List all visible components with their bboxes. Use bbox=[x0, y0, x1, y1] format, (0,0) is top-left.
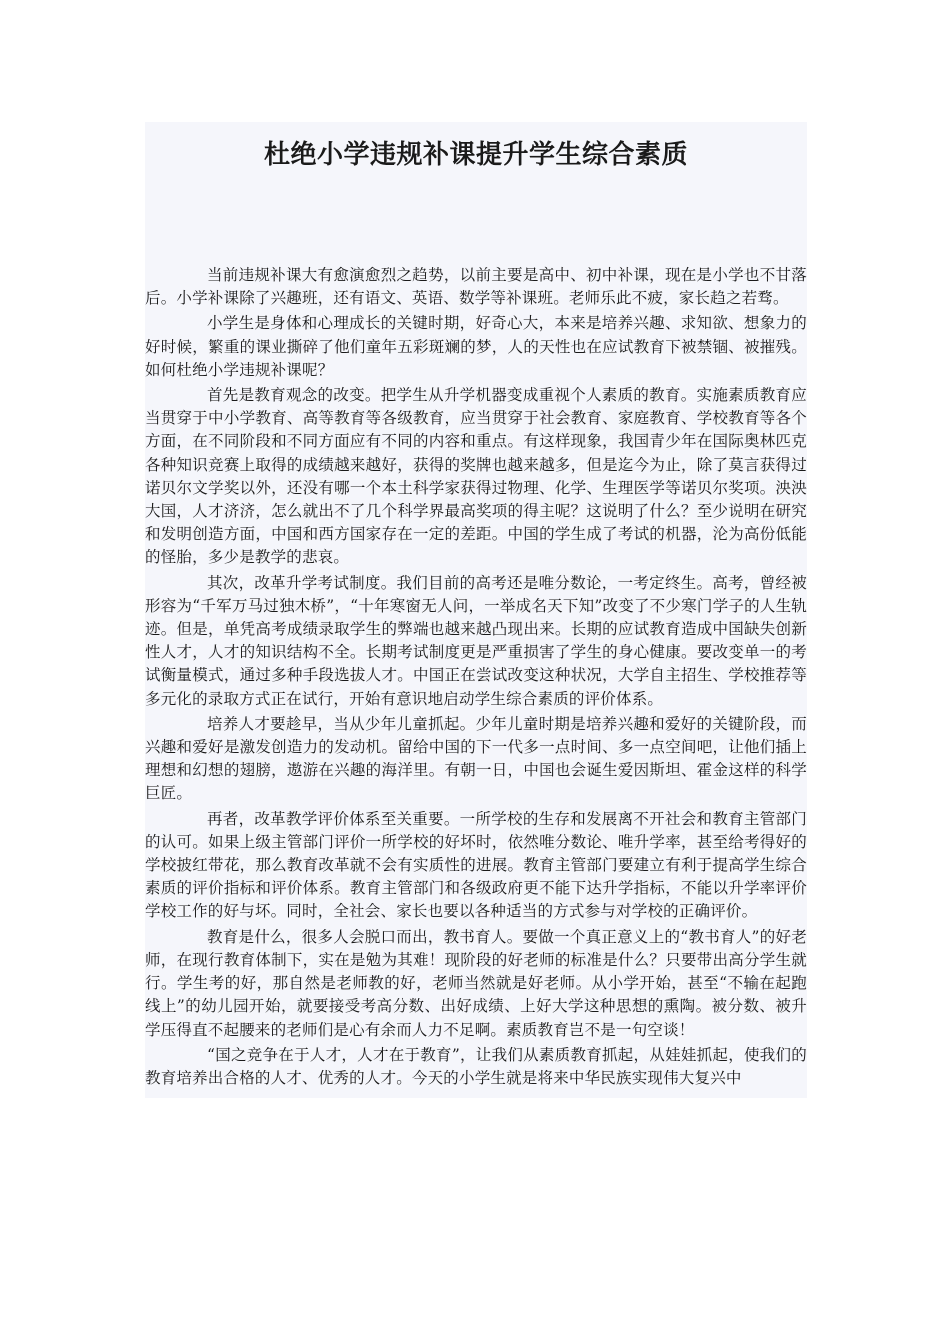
paragraph: 再者，改革教学评价体系至关重要。一所学校的生存和发展离不开社会和教育主管部门的认可。如果上级主管部门评价一所学校的好坏时，依然唯分数论、唯升学率，甚至给考得好的学校披红带花，那么教育改革就不会有实质性的进展。教育主管部门要建立有利于提高学生综合素质的评价指标和评价体系。教育主管部门和各级政府更不能下达升学指标，不能以升学率评价学校工作的好与坏。同时，全社会、家长也要以各种适当的方式参与对学校的正确评价。 bbox=[145, 809, 807, 921]
article-body bbox=[145, 122, 807, 1098]
paragraph: 当前违规补课大有愈演愈烈之趋势，以前主要是高中、初中补课，现在是小学也不甘落后。小学补课除了兴趣班，还有语文、英语、数学等补课班。老师乐此不疲，家长趋之若骛。 bbox=[145, 266, 807, 308]
article-title: 杜绝小学违规补课提升学生综合素质 bbox=[263, 140, 688, 170]
paragraph: 小学生是身体和心理成长的关键时期，好奇心大，本来是培养兴趣、求知欲、想象力的好时候，繁重的课业撕碎了他们童年五彩斑斓的梦，人的天性也在应试教育下被禁锢、被摧残。如何杜绝小学违规补课呢？ bbox=[145, 314, 807, 379]
paragraph: 培养人才要趁早，当从少年儿童抓起。少年儿童时期是培养兴趣和爱好的关键阶段，而兴趣和爱好是激发创造力的发动机。留给中国的下一代多一点时间、多一点空间吧，让他们插上理想和幻想的翅膀，遨游在兴趣的海洋里。有朝一日，中国也会诞生爱因斯坦、霍金这样的科学巨匠。 bbox=[145, 714, 807, 803]
paragraph: 首先是教育观念的改变。把学生从升学机器变成重视个人素质的教育。实施素质教育应当贯穿于中小学教育、高等教育等各级教育，应当贯穿于社会教育、家庭教育、学校教育等各个方面，在不同阶段和不同方面应有不同的内容和重点。有这样现象，我国青少年在国际奥林匹克各种知识竞赛上取得的成绩越来越好，获得的奖牌也越来越多，但是迄今为止，除了莫言获得过诺贝尔文学奖以外，还没有哪一个本土科学家获得过物理、化学、生理医学等诺贝尔奖项。泱泱大国，人才济济，怎么就出不了几个科学界最高奖项的得主呢？这说明了什么？至少说明在研究和发明创造方面，中国和西方国家存在一定的差距。中国的学生成了考试的机器，沦为高份低能的怪胎，多少是教学的悲哀。 bbox=[145, 386, 807, 567]
paragraph: “国之竞争在于人才，人才在于教育”，让我们从素质教育抓起，从娃娃抓起，使我们的教育培养出合格的人才、优秀的人才。今天的小学生就是将来中华民族实现伟大复兴中 bbox=[145, 1045, 807, 1087]
paragraph: 教育是什么，很多人会脱口而出，教书育人。要做一个真正意义上的“教书育人”的好老师，在现行教育体制下，实在是勉为其难！现阶段的好老师的标准是什么？只要带出高分学生就行。学生考的好，那自然是老师教的好，老师当然就是好老师。从小学开始，甚至“不输在起跑线上”的幼儿园开始，就要接受考高分数、出好成绩、上好大学这种思想的熏陶。被分数、被升学压得直不起腰来的老师们是心有余而人力不足啊。素质教育岂不是一句空谈！ bbox=[145, 927, 807, 1039]
paragraph: 其次，改革升学考试制度。我们目前的高考还是唯分数论，一考定终生。高考，曾经被形容为“千军万马过独木桥”，“十年寒窗无人问，一举成名天下知”改变了不少寒门学子的人生轨迹。但是，单凭高考成绩录取学生的弊端也越来越凸现出来。长期的应试教育造成中国缺失创新性人才，人才的知识结构不全。长期考试制度更是严重损害了学生的身心健康。要改变单一的考试衡量模式，通过多种手段选拔人才。中国正在尝试改变这种状况，大学自主招生、学校推荐等多元化的录取方式正在试行，开始有意识地启动学生综合素质的评价体系。 bbox=[145, 573, 807, 708]
